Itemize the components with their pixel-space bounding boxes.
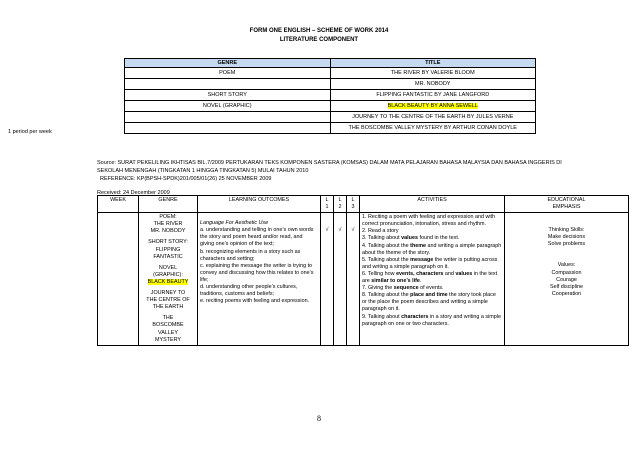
poem-title: THE RIVER [153, 221, 183, 228]
short-story-label: SHORT STORY: [148, 239, 188, 246]
week-header: WEEK [98, 196, 139, 213]
activity-keyword: theme [410, 242, 427, 249]
title-cell: THE RIVER BY VALERIE BLOOM [330, 68, 536, 79]
emphasis-item: Self discipline [550, 283, 583, 290]
l1-letter: L [325, 197, 329, 203]
outcome-item: a. understanding and telling in one’s own words the story and poem heard and/or read, and giving one’s opinion of the text; [200, 227, 314, 248]
genre-cell [125, 79, 331, 90]
activity-text: of events. [418, 285, 444, 292]
activity-keyword: message [410, 256, 434, 263]
document-title: FORM ONE ENGLISH – SCHEME OF WORK 2014 [249, 28, 389, 34]
l2-check: √ [334, 213, 347, 346]
emphasis-cell [505, 213, 629, 346]
genre-cell: SHORT STORY [125, 90, 331, 101]
outcomes-heading: Language For Aesthetic Use [200, 220, 269, 227]
period-note: 1 period per week [8, 129, 52, 135]
title-header: TITLE [330, 59, 536, 68]
activity-keyword: place and time [410, 292, 448, 299]
genre-column-header: GENRE [139, 196, 198, 213]
activity-text: 3. Talking about [362, 235, 402, 242]
emphasis-header-line: EMPHASIS [552, 204, 581, 211]
emphasis-item: Values: [557, 262, 576, 269]
activity-text: 8. Talking about the [362, 292, 411, 299]
l3-number: 3 [351, 204, 355, 211]
activity-item: 1. Reciting a poem with feeling and expression and with correct pronunciation, intonation, stress and rhythm. [362, 214, 496, 228]
genre-cell [125, 112, 331, 123]
highlighted-title: BLACK BEAUTY BY ANNA SEWELL [387, 103, 478, 109]
activity-keyword: similar to one’s life [371, 278, 420, 285]
source-line: SEKOLAH MENENGAH (TINGKATAN 1 HINGGA TINGKATAN 5) MULAI TAHUN 2010 [97, 167, 309, 174]
scheme-row [98, 213, 629, 346]
novel-label: NOVEL [158, 264, 178, 271]
genre-row [125, 112, 536, 123]
poem-title: MR. NOBODY [150, 228, 186, 235]
title-cell: FLIPPING FANTASTIC BY JANE LANGFORD [330, 90, 536, 101]
received-line: Received: 24 December 2009 [97, 190, 170, 197]
activity-text: 4. Talking about the [362, 242, 411, 249]
genre-row [125, 123, 536, 134]
genre-row [125, 79, 536, 90]
scheme-table [97, 195, 629, 346]
poem-label: POEM: [159, 214, 177, 221]
source-block [97, 160, 627, 198]
short-story-title: FLIPPING [155, 246, 181, 253]
activity-item [362, 257, 502, 271]
outcome-item: e. reciting poems with feeling and expression. [200, 298, 310, 305]
l2-letter: L [338, 197, 342, 203]
outcomes-header: LEARNING OUTCOMES [198, 196, 321, 213]
novel-title: VALLEY [158, 329, 178, 336]
emphasis-item: Thinking Skills: [548, 227, 585, 234]
activity-text: 7. Giving the [362, 285, 394, 292]
emphasis-item: Solve problems [547, 241, 586, 248]
activity-item [362, 243, 502, 257]
outcome-item: d. understanding other people’s cultures, traditions, customs and beliefs; [200, 284, 298, 298]
outcome-item: c. explaining the message the writer is trying to convey and discussing how this relates to one’s life; [200, 262, 314, 283]
l3-check: √ [347, 213, 360, 346]
novel-title: THE EARTH [152, 304, 184, 311]
activities-cell [360, 213, 505, 346]
activity-text: 5. Talking about the [362, 256, 411, 263]
l1-number: 1 [325, 204, 329, 211]
activity-text: in the text are [362, 270, 498, 285]
l2-number: 2 [338, 204, 342, 211]
activity-item [362, 285, 502, 292]
activity-keyword: sequence [393, 285, 419, 292]
activity-keyword: values [455, 270, 473, 277]
page-number: 8 [317, 414, 321, 423]
title-cell: JOURNEY TO THE CENTRE OF THE EARTH BY JULES VERNE [330, 112, 536, 123]
genre-header: GENRE [125, 59, 331, 68]
title-cell: THE BOSCOMBE VALLEY MYSTERY BY ARTHUR CONAN DOYLE [330, 123, 536, 134]
genre-row [125, 68, 536, 79]
emphasis-item: Cooperation [551, 290, 582, 297]
novel-title: BOSCOMBE [152, 322, 184, 329]
short-story-title: FANTASTIC [153, 253, 183, 260]
novel-title: THE CENTRE OF [146, 297, 190, 304]
document-subtitle: LITERATURE COMPONENT [279, 37, 359, 43]
novel-title-highlighted: BLACK BEAUTY [147, 278, 189, 285]
emphasis-header [505, 196, 629, 213]
l1-header [321, 196, 334, 213]
activity-keyword: characters [401, 313, 429, 320]
outcomes-cell [198, 213, 321, 346]
novel-title: THE [162, 315, 174, 322]
novel-title: JOURNEY TO [150, 290, 186, 297]
activity-item [362, 271, 502, 285]
week-cell [98, 213, 139, 346]
novel-title: MYSTERY [155, 336, 181, 343]
activity-text: the writer is putting across and writing a simple paragraph on it. [362, 256, 498, 270]
activity-text: in a story and writing a simple paragraph on one or two characters. [362, 313, 501, 327]
activity-text: the story took place or the place the poem describes and writing a simple paragraph on it. [362, 292, 496, 313]
reference-line: REFERENCE: KP(BPSH-SPDK)201/005/01(26) 25 NOVEMBER 2009 [100, 175, 272, 182]
activity-item [362, 314, 502, 328]
activity-text: 6. Telling how [362, 270, 397, 277]
genre-row [125, 101, 536, 112]
genre-cell [125, 123, 331, 134]
activity-text: 9. Talking about [362, 313, 402, 320]
emphasis-item: Make decisions [547, 234, 586, 241]
emphasis-header-line: EDUCATIONAL [547, 197, 586, 203]
outcome-item: b. recognizing elements in a story such as characters and setting; [200, 248, 301, 262]
genre-column-cell [139, 213, 198, 346]
genre-table-header [125, 59, 536, 68]
activity-text: and [443, 270, 456, 277]
genre-table [124, 58, 536, 134]
l3-header [347, 196, 360, 213]
activity-item: 2. Read a story [362, 228, 399, 235]
activities-header: ACTIVITIES [360, 196, 505, 213]
genre-row [125, 90, 536, 101]
scheme-header-row [98, 196, 629, 213]
l2-header [334, 196, 347, 213]
novel-label: (GRAPHIC): [153, 271, 183, 278]
genre-cell: NOVEL (GRAPHIC) [125, 101, 331, 112]
activity-keyword: events, characters [396, 270, 444, 277]
activity-item [362, 292, 502, 313]
l1-check: √ [321, 213, 334, 346]
activity-item [362, 235, 502, 242]
activity-keyword: values [401, 235, 418, 242]
l3-letter: L [351, 197, 355, 203]
title-cell [330, 101, 536, 112]
source-line: Source: SURAT PEKELILING IKHTISAS BIL.7/2009 PERTUKARAN TEKS KOMPONEN SASTERA (KOMSAS) DALAM MATA PELAJARAN BAHASA MALAYSIA DAN BAHASA INGGERIS DI [97, 160, 562, 166]
activity-text: found in the text. [417, 235, 460, 242]
activity-text: and writing a simple paragraph about the theme of the story. [362, 242, 502, 256]
emphasis-item: Compassion [551, 269, 582, 276]
genre-cell: POEM [125, 68, 331, 79]
emphasis-item: Courage [556, 276, 577, 283]
title-cell: MR. NOBODY [330, 79, 536, 90]
activity-text: . [419, 278, 422, 285]
